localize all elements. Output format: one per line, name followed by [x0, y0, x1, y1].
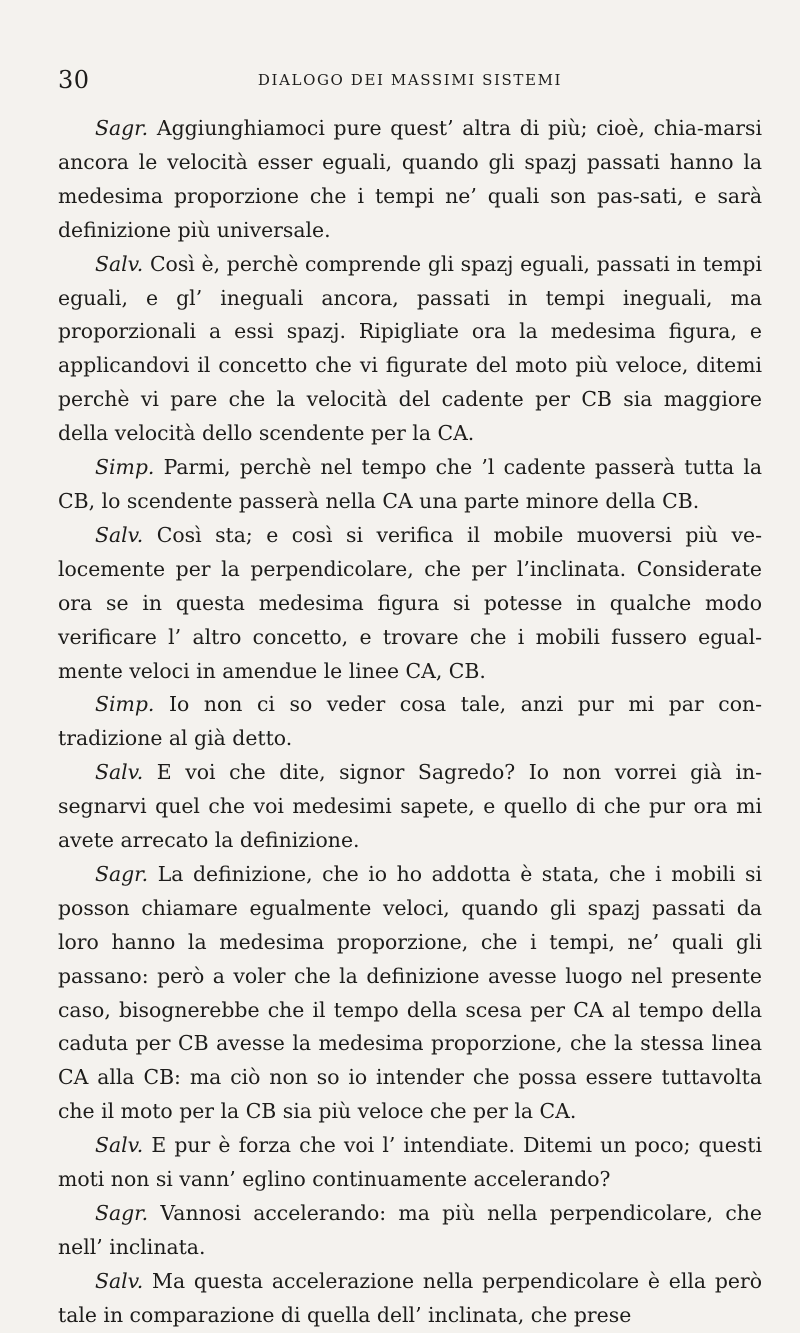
- dialogue-paragraph: [58, 688, 762, 756]
- dialogue-paragraph: [58, 1129, 762, 1197]
- speaker-label: Sagr.: [95, 861, 149, 886]
- paragraph-text: E voi che dite, signor Sagredo? Io non vorrei già in-segnarvi quel che voi medesimi sapete, e quello di che pur ora mi avete arrecato la definizione.: [58, 760, 762, 853]
- paragraph-text: Vannosi accelerando: ma più nella perpendicolare, che nell’ inclinata.: [58, 1201, 762, 1259]
- speaker-label: Sagr.: [95, 1201, 149, 1225]
- dialogue-paragraph: [58, 756, 762, 858]
- paragraph-text: Aggiunghiamoci pure quest’ altra di più; cioè, chia-marsi ancora le velocità esser eguali, quando gli spazj passati hanno la medesima proporzione che i tempi ne’ quali son pas-sati, e sarà definizione più universale.: [58, 116, 762, 242]
- speaker-label: Salv.: [95, 251, 144, 276]
- speaker-label: Salv.: [95, 1133, 144, 1158]
- speaker-label: Simp.: [95, 455, 155, 480]
- paragraph-text: Io non ci so veder cosa tale, anzi pur mi par con-tradizione al già detto.: [58, 692, 762, 751]
- running-head: DIALOGO DEI MASSIMI SISTEMI: [257, 71, 563, 89]
- dialogue-paragraph: [58, 519, 762, 689]
- paragraph-text: E pur è forza che voi l’ intendiate. Ditemi un poco; questi moti non si vann’ eglino continuamente accelerando?: [58, 1133, 762, 1192]
- dialogue-paragraph: [58, 858, 762, 1129]
- speaker-label: Sagr.: [95, 116, 149, 140]
- dialogue-paragraph: [58, 1265, 762, 1333]
- paragraph-text: Ma questa accelerazione nella perpendicolare è ella però tale in comparazione di quella dell’ inclinata, che prese: [58, 1268, 762, 1327]
- body-text: [58, 112, 762, 1333]
- speaker-label: Simp.: [95, 692, 155, 717]
- page-number: 30: [58, 66, 90, 94]
- dialogue-paragraph: [58, 112, 762, 248]
- speaker-label: Salv.: [95, 522, 144, 547]
- paragraph-text: Così sta; e così si verifica il mobile muoversi più ve-locemente per la perpendicolare, che per l’inclinata. Considerate ora se in questa medesima figura si potesse in qualche modo verificare l’ altro concetto, e trovare che i mobili fussero egual-mente veloci in amendue le linee CA, CB.: [58, 522, 762, 683]
- dialogue-paragraph: [58, 1197, 762, 1265]
- paragraph-text: La definizione, che io ho addotta è stata, che i mobili si posson chiamare egualmente veloci, quando gli spazj passati da loro hanno la medesima proporzione, che i tempi, ne’ quali gli passano: però a voler che la definizione avesse luogo nel presente caso, bisognerebbe che il tempo della scesa per CA al tempo della caduta per CB avesse la medesima proporzione, che la stessa linea CA alla CB: ma ciò non so io intender che possa essere tuttavolta che il moto per la CB sia più veloce che per la CA.: [58, 861, 762, 1124]
- speaker-label: Salv.: [95, 1268, 144, 1293]
- dialogue-paragraph: [58, 451, 762, 519]
- paragraph-text: Parmi, perchè nel tempo che ’l cadente passerà tutta la CB, lo scendente passerà nella CA una parte minore della CB.: [58, 455, 762, 513]
- paragraph-text: Così è, perchè comprende gli spazj eguali, passati in tempi eguali, e gl’ ineguali ancora, passati in tempi ineguali, ma proporzionali a essi spazj. Ripigliate ora la medesima figura, e applicandovi il concetto che vi figurate del moto più veloce, ditemi perchè vi pare che la velocità del cadente per CB sia maggiore della velocità dello scendente per la CA.: [58, 251, 762, 446]
- speaker-label: Salv.: [95, 760, 144, 785]
- dialogue-paragraph: [58, 248, 762, 451]
- page-header: [58, 66, 762, 96]
